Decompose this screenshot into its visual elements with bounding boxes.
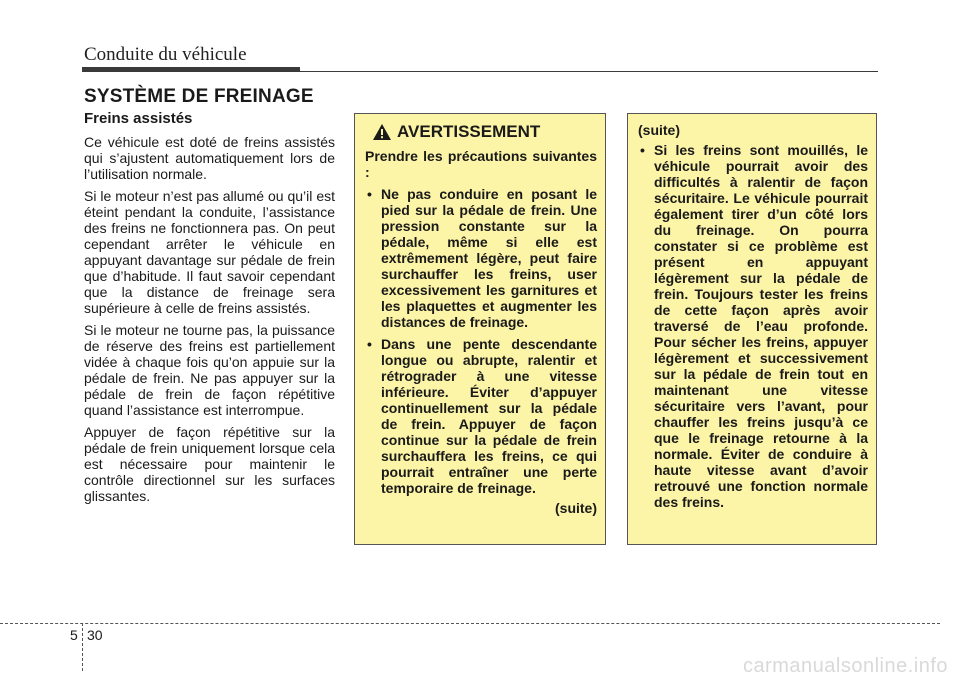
- warning-item: [365, 186, 597, 330]
- warning-item-text: Si les freins sont mouillés, le véhicule pourrait avoir des difficultés à ralentir de façon sécuritaire. Le véhicule pourrait également tirer d’un côté lors du freinage. On pourra constater si ce problème est présent en appuyant légèrement sur la pédale de frein. Toujours tester les freins de cette façon après avoir traversé de l’eau profonde. Pour sécher les freins, appuyer légèrement et successivement sur la pédale de frein tout en maintenant une vitesse sécuritaire vers l’avant, pour chauffer les freins jusqu’à ce que le freinage retourne à la normale. Éviter de conduire à haute vitesse avant d’avoir retrouvé une fonction normale des freins.: [654, 142, 868, 510]
- warning-box: [354, 113, 606, 545]
- warning-intro: Prendre les précautions suivantes :: [365, 148, 597, 180]
- section-title: SYSTÈME DE FREINAGE: [84, 86, 314, 107]
- warning-item: [638, 142, 868, 510]
- warning-item-text: Ne pas conduire en posant le pied sur la pédale de frein. Une pression constante sur la pédale, même si elle est extrêmement légère, peut faire surchauffer les freins, user excessivement les garnitures et les plaquettes et augmenter les distances de freinage.: [381, 186, 597, 330]
- header-bar: [82, 67, 300, 72]
- paragraph: Si le moteur n’est pas allumé ou qu’il est éteint pendant la conduite, l’assistance des freins ne fonctionnera pas. On peut cependant arrêter le véhicule en appuyant davantage sur pédale de frein que d’habitude. Il faut savoir cependant que la distance de freinage sera supérieure à celle de freins assistés.: [84, 188, 335, 316]
- subheading: Freins assistés: [84, 110, 193, 127]
- paragraph: Si le moteur ne tourne pas, la puissance de réserve des freins est partiellement vidée à chaque fois qu’on appuie sur la pédale de frein. Ne pas appuyer sur la pédale de frein de façon répétitive quand l’assistance est interrompue.: [84, 322, 335, 418]
- watermark: carmanualsonline.info: [742, 655, 948, 677]
- body-column: [84, 110, 335, 510]
- paragraph: Ce véhicule est doté de freins assistés qui s’ajustent automatiquement lors de l’utilisation normale.: [84, 134, 335, 182]
- warning-item-text: Dans une pente descendante longue ou abrupte, ralentir et rétrograder à une vitesse inférieure. Éviter d’appuyer continuellement sur la pédale de frein. Appuyer de façon continue sur la pédale de frein surchauffera les freins, ce qui pourrait entraîner une perte temporaire de freinage.: [381, 336, 597, 496]
- continued-label: (suite): [638, 122, 680, 138]
- chapter-header: Conduite du véhicule: [84, 44, 247, 65]
- warning-title: AVERTISSEMENT: [397, 122, 541, 141]
- paragraph: Appuyer de façon répétitive sur la pédale de frein uniquement lorsque cela est nécessaire pour maintenir le contrôle directionnel sur les surfaces glissantes.: [84, 424, 335, 504]
- footer-rule: [0, 623, 940, 624]
- warning-triangle-icon: [373, 124, 391, 140]
- bullet-icon: •: [640, 142, 645, 158]
- footer-divider: [82, 623, 83, 671]
- warning-item: [365, 336, 597, 496]
- warning-list: [365, 186, 597, 496]
- bullet-icon: •: [367, 186, 372, 202]
- warning-header: [373, 122, 597, 142]
- continued-label: (suite): [555, 500, 597, 516]
- bullet-icon: •: [367, 336, 372, 352]
- header-rule: [300, 71, 878, 72]
- warning-list: [638, 142, 868, 510]
- warning-box-continued: [627, 113, 877, 545]
- page-number: 30: [87, 627, 103, 643]
- chapter-number: 5: [70, 627, 78, 643]
